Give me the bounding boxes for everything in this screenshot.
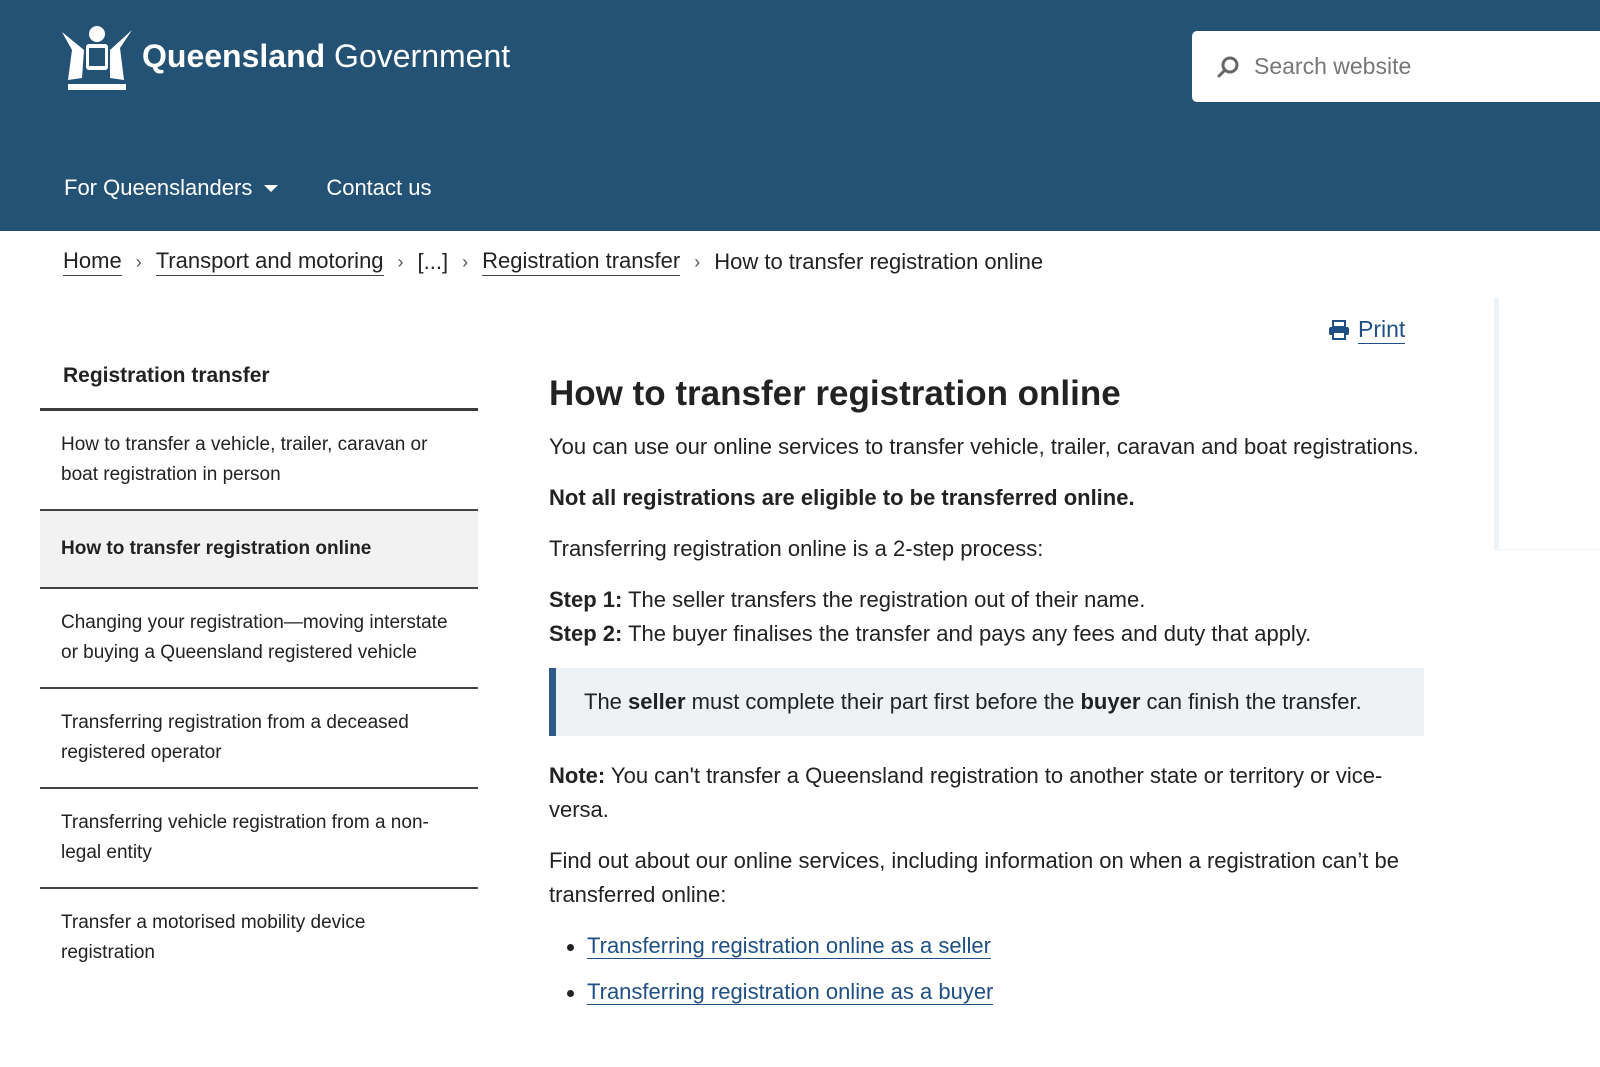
callout-buyer: buyer [1080,689,1141,714]
note-label: Note: [549,763,606,788]
callout-text: The [584,689,629,714]
sidebar-item-active[interactable]: How to transfer registration online [40,511,478,589]
callout-seller: seller [628,689,686,714]
sidebar-item[interactable]: How to transfer a vehicle, trailer, caravan or boat registration in person [40,411,478,511]
breadcrumb-registration-transfer[interactable]: Registration transfer [482,248,680,276]
nav-label: For Queenslanders [64,175,253,200]
note-text: You can't transfer a Queensland registration to another state or territory or vice-versa. [549,763,1383,822]
right-panel [1494,298,1600,550]
intro-text: You can use our online services to transfer vehicle, trailer, caravan and boat registrations. [549,434,1419,459]
print-label: Print [1358,316,1406,342]
chevron-right-icon: › [694,251,701,272]
step2-text: The buyer finalises the transfer and pays any fees and duty that apply. [622,621,1312,646]
main-content [549,372,1424,1021]
callout-text: can finish the transfer. [1140,689,1362,714]
steps [549,583,1424,651]
step1-text: The seller transfers the registration out of their name. [622,587,1146,612]
list-item [587,975,1424,1009]
chevron-down-icon [264,185,278,192]
buyer-link[interactable]: Transferring registration online as a buyer [587,979,994,1004]
breadcrumb-current: How to transfer registration online [714,249,1044,274]
callout-box [549,668,1424,736]
search-icon [1216,55,1240,79]
sidebar-item[interactable]: Transfer a motorised mobility device registration [61,912,366,963]
search-input[interactable] [1192,31,1600,102]
section-nav-title[interactable]: Registration transfer [40,360,478,411]
search-placeholder: Search website [1254,53,1412,79]
nav-contact-us[interactable] [326,175,431,201]
chevron-right-icon: › [135,251,142,272]
link-list [587,929,1424,1009]
breadcrumb-collapsed[interactable]: [...] [417,249,449,274]
findout-text: Find out about our online services, including information on when a registration can’t be transferred online: [549,848,1399,907]
chevron-right-icon: › [397,251,404,272]
nav-for-queenslanders[interactable] [64,175,278,201]
breadcrumb [63,248,1043,276]
nav-label: Contact us [326,175,432,200]
brand-bold: Queensland [142,38,326,74]
sidebar-item[interactable]: Transferring vehicle registration from a non-legal entity [40,789,478,889]
step1-label: Step 1: [549,587,623,612]
list-item [587,929,1424,963]
breadcrumb-transport[interactable]: Transport and motoring [156,248,384,276]
page-title: How to transfer registration online [549,374,1121,413]
brand-light: Government [334,38,511,74]
main-nav [64,175,432,201]
printer-icon [1328,320,1350,340]
callout-text: must complete their part first before the [685,689,1081,714]
note [549,759,1424,827]
chevron-right-icon: › [462,251,469,272]
site-brand[interactable] [142,38,510,75]
step2-label: Step 2: [549,621,623,646]
seller-link[interactable]: Transferring registration online as a seller [587,933,991,958]
section-nav [40,360,478,987]
site-header [0,0,1600,231]
breadcrumb-home[interactable]: Home [63,248,122,276]
sidebar-item[interactable]: Transferring registration from a deceased registered operator [40,689,478,789]
print-button[interactable] [1328,316,1405,344]
eligibility-text: Not all registrations are eligible to be transferred online. [549,485,1135,510]
sidebar-item[interactable]: Changing your registration—moving interstate or buying a Queensland registered vehicle [40,589,478,689]
coat-of-arms-logo[interactable] [58,20,136,94]
process-text: Transferring registration online is a 2-step process: [549,536,1044,561]
